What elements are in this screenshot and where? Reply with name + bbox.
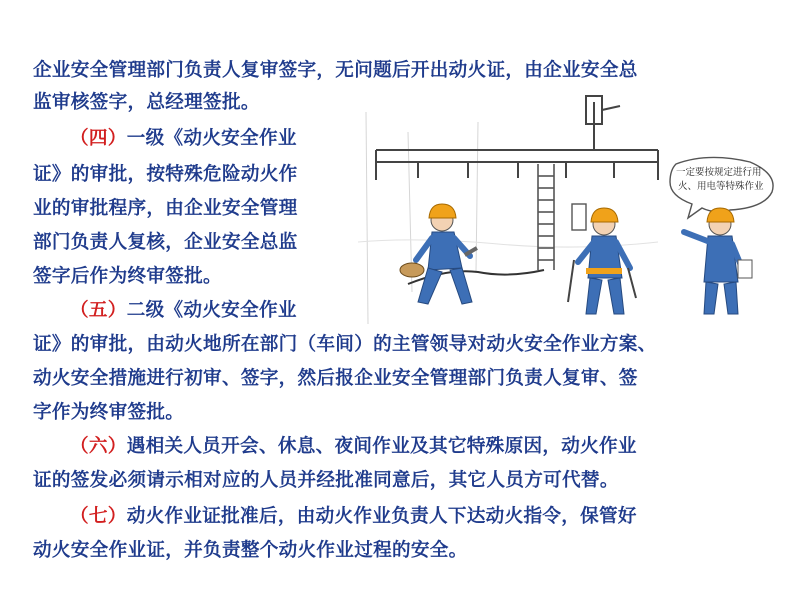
text-line-1: 企业安全管理部门负责人复审签字，无问题后开出动火证，由企业安全总 <box>33 60 638 81</box>
text-line-2: 监审核签字，总经理签批。 <box>33 92 260 113</box>
text-line-6: 部门负责人复核，企业安全总监 <box>33 232 298 253</box>
item-six-text: 遇相关人员开会、休息、夜间作业及其它特殊原因，动火作业 <box>126 436 637 457</box>
text-line-5: 业的审批程序，由企业安全管理 <box>33 198 298 219</box>
item-five-heading <box>70 296 297 326</box>
item-five-text: 二级《动火安全作业 <box>126 300 297 321</box>
item-seven-heading <box>70 502 637 532</box>
item-six-heading <box>70 432 637 462</box>
toolbox-icon <box>400 263 424 277</box>
clipboard-icon <box>738 260 752 278</box>
item-seven-marker: （七） <box>70 506 127 527</box>
bubble-text-line-1: 一定要按规定进行用 <box>676 167 762 178</box>
item-five-marker: （五） <box>70 300 127 321</box>
text-line-15: 动火安全作业证，并负责整个动火作业过程的安全。 <box>33 540 468 561</box>
text-line-7: 签字后作为终审签批。 <box>33 266 222 287</box>
text-line-4: 证》的审批，按特殊危险动火作 <box>33 164 298 185</box>
text-line-11: 字作为终审签批。 <box>33 402 185 423</box>
item-four-text: 一级《动火安全作业 <box>126 128 297 149</box>
item-seven-text: 动火作业证批准后，由动火作业负责人下达动火指令，保管好 <box>126 506 637 527</box>
bubble-text-line-2: 火、用电等特殊作业 <box>678 181 764 192</box>
text-line-10: 动火安全措施进行初审、签字，然后报企业安全管理部门负责人复审、签 <box>33 368 638 389</box>
text-line-9: 证》的审批，由动火地所在部门（车间）的主管领导对动火安全作业方案、 <box>33 334 657 355</box>
text-line-13: 证的签发必须请示相对应的人员并经批准同意后，其它人员方可代替。 <box>33 470 619 491</box>
item-four-marker: （四） <box>70 128 127 149</box>
item-six-marker: （六） <box>70 436 127 457</box>
safety-illustration <box>358 92 778 330</box>
item-four-heading <box>70 124 297 154</box>
